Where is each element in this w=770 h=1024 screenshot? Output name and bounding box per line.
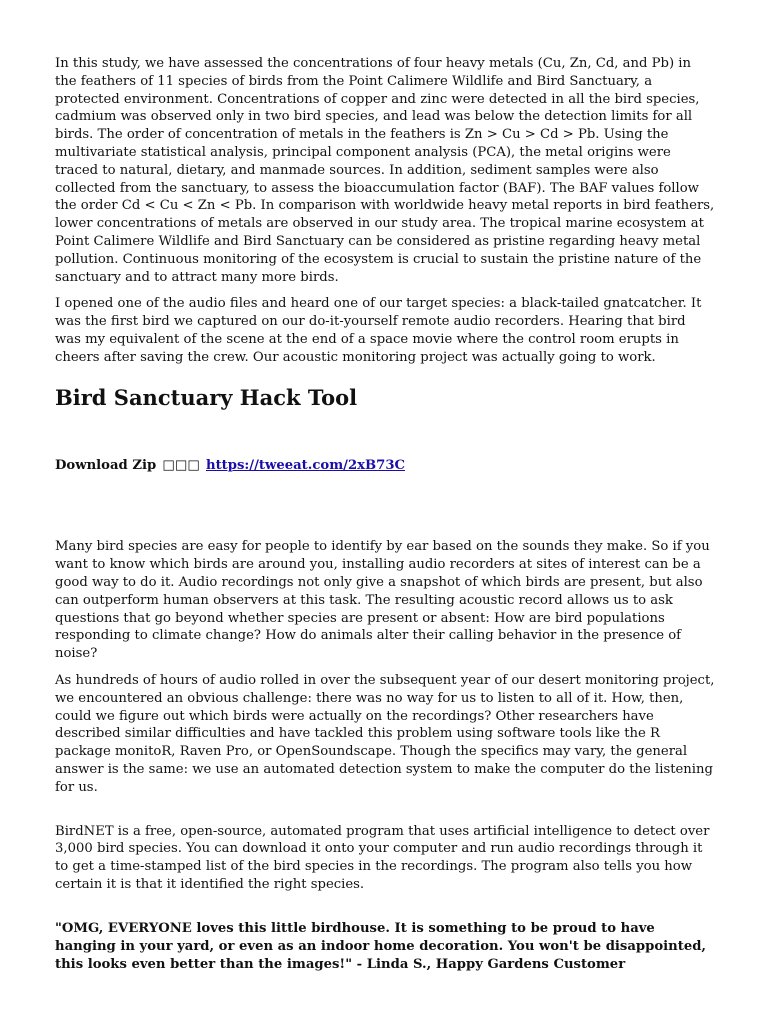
paragraph-identify-by-ear: Many bird species are easy for people to identify by ear based on the sounds they make. So if you want to know which birds are around you, installing audio recorders at sites of interest can be a good way to do it. Audio recordings not only give a snapshot of which birds are present, but also can outperform human observers at this task. The resulting acoustic record allows us to ask questions that go beyond whether species are present or absent: How are bird populations responding to climate change? How do animals alter their calling behavior in the presence of noise?: [55, 539, 710, 662]
document-page: [55, 55, 715, 987]
paragraph-heavy-metals-study: In this study, we have assessed the concentrations of four heavy metals (Cu, Zn, Cd, and Pb) in the feathers of 11 species of birds from the Point Calimere Wildlife and Bird Sanctuary, a protected environment. Concentrations of copper and zinc were detected in all the bird species, cadmium was observed only in two bird species, and lead was below the detection limits for all birds. The order of concentration of metals in the feathers is Zn > Cu > Cd > Pb. Using the multivariate statistical analysis, principal component analysis (PCA), the metal origins were traced to natural, dietary, and manmade sources. In addition, sediment samples were also collected from the sanctuary, to assess the bioaccumulation factor (BAF). The BAF values follow the order Cd < Cu < Zn < Pb. In comparison with worldwide heavy metal reports in bird feathers, lower concentrations of metals are observed in our study area. The tropical marine ecosystem at Point Calimere Wildlife and Bird Sanctuary can be considered as pristine regarding heavy metal pollution. Continuous monitoring of the ecosystem is crucial to sustain the pristine nature of the sanctuary and to attract many more birds.: [55, 56, 715, 285]
download-line: [55, 457, 715, 475]
download-link[interactable]: https://tweeat.com/2xB73C: [206, 457, 405, 473]
arrow-glyphs-icon: □□□: [162, 457, 200, 473]
customer-testimonial: "OMG, EVERYONE loves this little birdhouse. It is something to be proud to have hanging in your yard, or even as an indoor home decoration. You won't be disappointed, this looks even better than the images!" - Linda S., Happy Gardens Customer: [55, 920, 707, 972]
paragraph-audio-files: I opened one of the audio files and heard one of our target species: a black-tailed gnatcatcher. It was the first bird we captured on our do-it-yourself remote audio recorders. Hearing that bird was my equivalent of the scene at the end of a space movie where the control room erupts in cheers after saving the crew. Our acoustic monitoring project was actually going to work.: [55, 296, 702, 365]
paragraph-hours-of-audio: As hundreds of hours of audio rolled in over the subsequent year of our desert monitoring project, we encountered an obvious challenge: there was no way for us to listen to all of it. How, then, could we figure out which birds were actually on the recordings? Other researchers have described similar difficulties and have tackled this problem using software tools like the R package monitoR, Raven Pro, or OpenSoundscape. Though the specifics may vary, the general answer is the same: we use an automated detection system to make the computer do the listening for us.: [55, 672, 715, 795]
page-title: Bird Sanctuary Hack Tool: [55, 384, 358, 410]
download-label: Download Zip: [55, 457, 157, 473]
paragraph-birdnet: BirdNET is a free, open-source, automated program that uses artificial intelligence to detect over 3,000 bird species. You can download it onto your computer and run audio recordings through it to get a time-stamped list of the bird species in the recordings. The program also tells you how certain it is that it identified the right species.: [55, 823, 710, 892]
